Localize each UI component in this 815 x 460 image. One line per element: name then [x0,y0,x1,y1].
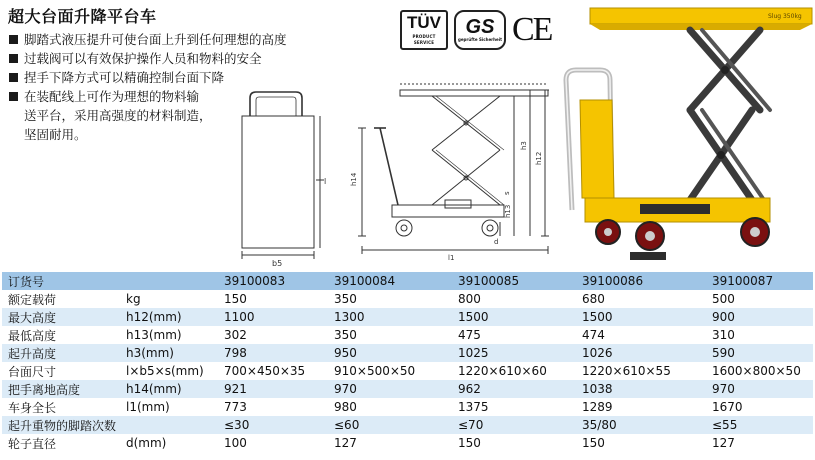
table-cell: 350 [328,290,452,308]
table-cell: 150 [576,434,706,452]
table-cell: l1(mm) [120,398,218,416]
table-cell: 980 [328,398,452,416]
table-row [2,308,813,326]
table-cell: 1026 [576,344,706,362]
page-title: 超大台面升降平台车 [8,7,157,26]
tuv-logo-text: TÜV [407,13,441,32]
table-cell [120,416,218,434]
feature-text: 捏手下降方式可以精确控制台面下降 [24,70,225,85]
table-cell: 1500 [452,308,576,326]
header-cell: 订货号 [2,272,120,290]
table-cell: ≤30 [218,416,328,434]
table-row [2,380,813,398]
table-cell: 1220×610×60 [452,362,576,380]
table-row [2,416,813,434]
table-cell: 773 [218,398,328,416]
table-cell: 最大高度 [2,308,120,326]
table-row [2,326,813,344]
table-cell: 127 [328,434,452,452]
table-cell: 700×450×35 [218,362,328,380]
table-row [2,344,813,362]
dim-label-l: l [324,177,327,186]
table-cell: l×b5×s(mm) [120,362,218,380]
table-cell: 最低高度 [2,326,120,344]
table-cell: 475 [452,326,576,344]
table-cell: ≤60 [328,416,452,434]
table-row [2,398,813,416]
table-cell: 1038 [576,380,706,398]
dim-label-h13: h13 [504,204,512,218]
table-cell: 起升重物的脚踏次数 [2,416,120,434]
table-cell: 1220×610×55 [576,362,706,380]
table-header-row [2,272,813,290]
table-cell: 800 [452,290,576,308]
table-cell: 970 [328,380,452,398]
table-cell: ≤70 [452,416,576,434]
header-cell: 39100086 [576,272,706,290]
table-cell: 台面尺寸 [2,362,120,380]
table-cell: 910×500×50 [328,362,452,380]
table-cell: 970 [706,380,813,398]
header-cell [120,272,218,290]
feature-continuation: 送平台，采用高强度的材料制造， [24,108,212,123]
table-cell: 900 [706,308,813,326]
spec-table [2,272,813,452]
header-cell: 39100084 [328,272,452,290]
table-cell: 100 [218,434,328,452]
table-cell: h3(mm) [120,344,218,362]
table-cell: 1100 [218,308,328,326]
table-cell: 474 [576,326,706,344]
table-cell: 35/80 [576,416,706,434]
table-cell: 950 [328,344,452,362]
tuv-logo-subtext: PRODUCT SERVICE [412,34,436,45]
table-row [2,362,813,380]
table-cell: 1300 [328,308,452,326]
table-cell: 798 [218,344,328,362]
table-cell: h13(mm) [120,326,218,344]
header-cell: 39100087 [706,272,813,290]
table-cell: 150 [218,290,328,308]
table-cell: 1500 [576,308,706,326]
platform-capacity-label: Slug 350kg [768,13,802,20]
front-view-drawing [242,92,327,259]
table-cell: 1025 [452,344,576,362]
table-cell: 轮子直径 [2,434,120,452]
table-cell: 1289 [576,398,706,416]
table-cell: 150 [452,434,576,452]
table-cell: kg [120,290,218,308]
table-cell: 1600×800×50 [706,362,813,380]
table-cell: ≤55 [706,416,813,434]
table-cell: 额定载荷 [2,290,120,308]
table-cell: 1670 [706,398,813,416]
side-view-drawing [358,84,549,254]
table-row [2,290,813,308]
feature-text: 在装配线上可作为理想的物料输 [24,89,200,104]
table-cell: 把手离地高度 [2,380,120,398]
gs-logo-text: GS [465,16,495,38]
feature-text: 脚踏式液压提升可使台面上升到任何理想的高度 [24,32,287,47]
table-cell: 962 [452,380,576,398]
feature-text: 过载阀可以有效保护操作人员和物料的安全 [24,51,262,66]
header-cell: 39100085 [452,272,576,290]
gs-logo-subtext: geprüfte Sicherheit [457,37,503,42]
table-cell: 车身全长 [2,398,120,416]
table-cell: 350 [328,326,452,344]
dim-label-h12: h12 [535,151,543,165]
table-cell: 302 [218,326,328,344]
table-cell: d(mm) [120,434,218,452]
table-cell: 680 [576,290,706,308]
dim-label-b5: b5 [272,259,283,268]
table-row [2,434,813,452]
product-photo [566,8,812,260]
table-cell: 起升高度 [2,344,120,362]
table-cell: 127 [706,434,813,452]
feature-continuation: 坚固耐用。 [24,127,87,142]
dim-label-h14: h14 [350,172,358,186]
table-cell: 500 [706,290,813,308]
dim-label-l1: l1 [448,254,455,262]
dim-label-d: d [494,238,499,246]
table-cell: 1375 [452,398,576,416]
table-cell: h12(mm) [120,308,218,326]
table-cell: h14(mm) [120,380,218,398]
table-cell: 310 [706,326,813,344]
table-cell: 921 [218,380,328,398]
table-cell: 590 [706,344,813,362]
ce-mark: CE [512,11,552,48]
dim-label-s: s [503,191,511,195]
dim-label-h3: h3 [520,141,528,150]
header-cell: 39100083 [218,272,328,290]
